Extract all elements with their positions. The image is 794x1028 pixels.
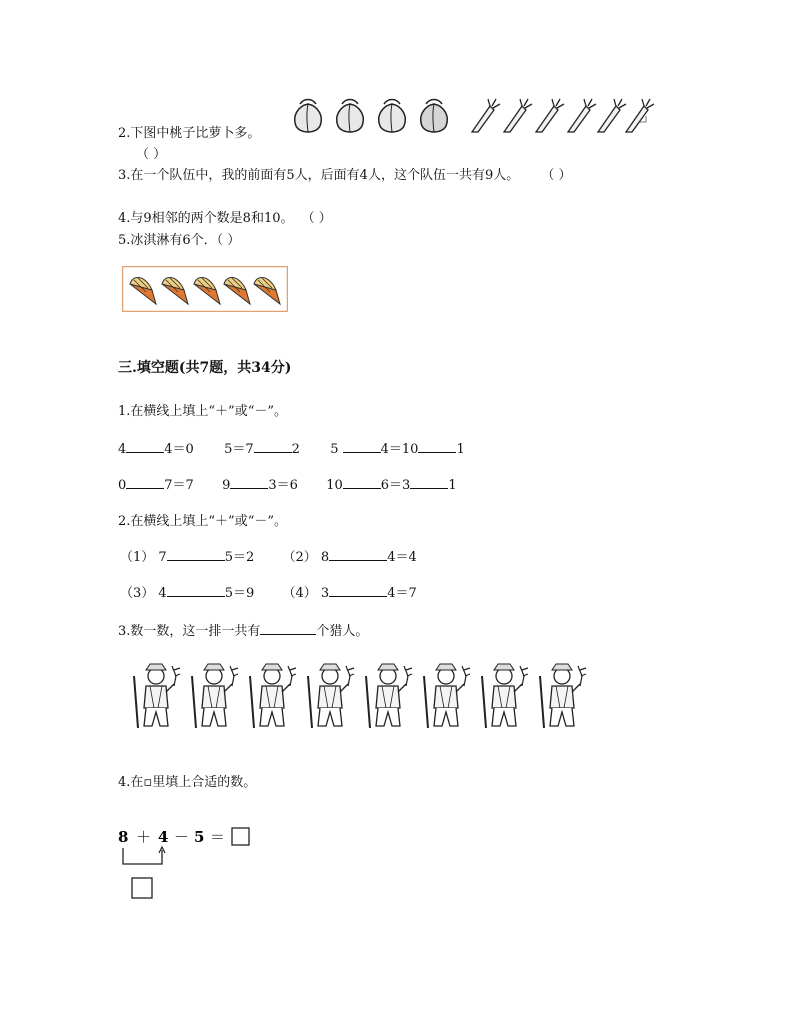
answer-blank[interactable] <box>343 476 381 489</box>
intermediate-box[interactable] <box>132 878 152 898</box>
peach-icon <box>337 100 364 133</box>
carrot-icon <box>536 99 564 132</box>
peaches-carrots-picture <box>288 96 654 136</box>
fill-question-2: 2.在横线上填上“＋”或“－”。 <box>118 514 287 529</box>
equation-number-8: 8 <box>118 828 129 846</box>
answer-blank[interactable] <box>410 476 448 489</box>
carrot-icon <box>504 99 532 132</box>
answer-blank[interactable] <box>126 476 164 489</box>
section-title: 三.填空题(共7题，共34分) <box>118 360 292 376</box>
answer-blank[interactable] <box>254 440 292 453</box>
equation-minus: － <box>174 828 190 846</box>
peach-icon <box>295 100 322 133</box>
hunter-icon <box>250 664 296 728</box>
answer-blank[interactable] <box>329 584 387 597</box>
hunter-icon <box>540 664 586 728</box>
answer-blank[interactable] <box>329 548 387 561</box>
question-2: 2.下图中桃子比萝卜多。 <box>118 126 261 141</box>
carrot-icon <box>598 99 626 132</box>
equation-diagram <box>116 822 266 902</box>
question-3-answer-paren[interactable]: （ ） <box>541 168 572 183</box>
fill-question-3: 3.数一数，这一排一共有 个猎人。 <box>118 624 369 639</box>
equation-equals: ＝ <box>210 828 226 846</box>
fill-1-row-2: 0 7＝7 9 3＝6 10 6＝3 1 <box>118 478 457 493</box>
fill-question-1: 1.在横线上填上“＋”或“－”。 <box>118 404 287 419</box>
hunter-icon <box>424 664 470 728</box>
hunter-icon <box>482 664 528 728</box>
equation-number-5: 5 <box>194 828 205 846</box>
answer-blank[interactable] <box>126 440 164 453</box>
fill-2-row-1: （1） 7 5＝2 （2） 8 4＝4 <box>120 550 417 565</box>
equation-plus: ＋ <box>136 828 152 846</box>
equation-number-4: 4 <box>158 828 169 846</box>
carrot-icon <box>568 99 596 132</box>
answer-blank[interactable] <box>167 584 225 597</box>
question-4-answer-paren[interactable]: （ ） <box>301 211 332 226</box>
hunter-icon <box>366 664 412 728</box>
result-box[interactable] <box>232 828 249 845</box>
carrot-icon <box>472 99 500 132</box>
hunter-icon <box>192 664 238 728</box>
carrot-icon <box>626 99 654 132</box>
question-5: 5.冰淇淋有6个．（ ） <box>118 233 241 248</box>
fill-1-row-1: 4 4＝0 5＝7 2 5 4＝10 1 <box>118 442 465 457</box>
question-4: 4.与9相邻的两个数是8和10。 （ ） <box>118 211 332 226</box>
peach-icon <box>421 100 448 133</box>
peach-icon <box>379 100 406 133</box>
hunter-icon <box>134 664 180 728</box>
hunter-icon <box>308 664 354 728</box>
fill-question-4: 4.在▫里填上合适的数。 <box>118 775 257 790</box>
question-2-answer-paren[interactable]: （ ） <box>136 147 167 162</box>
answer-blank[interactable] <box>418 440 456 453</box>
answer-blank[interactable] <box>260 622 316 635</box>
ice-cream-picture <box>122 266 288 312</box>
bracket-arrow <box>123 848 162 864</box>
hunters-picture <box>130 660 600 732</box>
answer-blank[interactable] <box>167 548 225 561</box>
answer-blank[interactable] <box>230 476 268 489</box>
fill-2-row-2: （3） 4 5＝9 （4） 3 4＝7 <box>120 586 417 601</box>
question-3: 3.在一个队伍中，我的前面有5人，后面有4人，这个队伍一共有9人。 （ ） <box>118 168 572 183</box>
answer-blank[interactable] <box>343 440 381 453</box>
